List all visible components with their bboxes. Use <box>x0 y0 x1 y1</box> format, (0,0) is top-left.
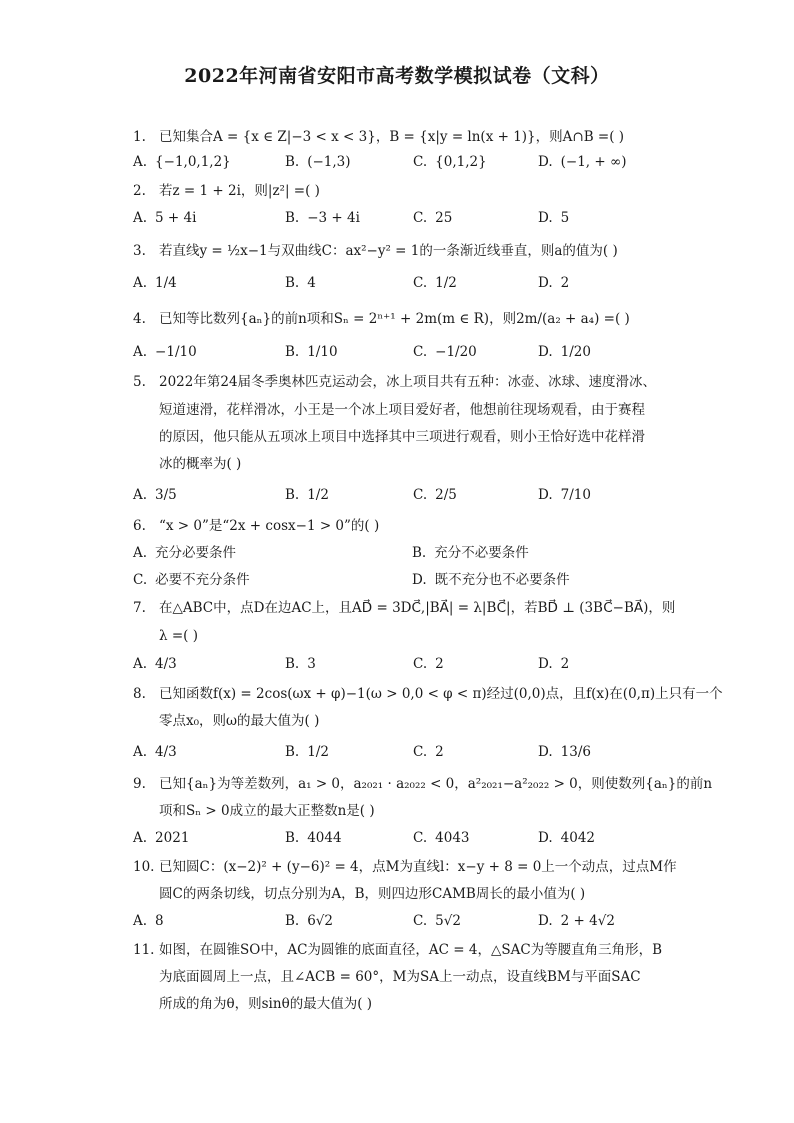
question-8: 8. 已知函数f(x) = 2cos(ωx + φ)−1(ω > 0,0 < φ < π)经过(0,0)点，且f(x)在(0,π)上只有一个 <box>133 686 723 702</box>
question-number: 6. <box>133 518 146 534</box>
question-number: 7. <box>133 600 146 616</box>
question-5-line-3: 的原因，他只能从五项冰上项目中选择其中三项进行观看，则小王恰好选中花样滑 <box>159 429 645 445</box>
answer-option: A. 4/3 <box>133 744 177 760</box>
question-9: 9. 已知{aₙ}为等差数列，a₁ > 0，a₂₀₂₁ · a₂₀₂₂ < 0，a²₂₀₂₁−a²₂₀₂₂ > 0，则使数列{aₙ}的前n <box>133 776 713 792</box>
answer-option: C. 必要不充分条件 <box>133 572 250 588</box>
question-4: 4. 已知等比数列{aₙ}的前n项和Sₙ = 2ⁿ⁺¹ + 2m(m ∈ R)，则2m/(a₂ + a₄) =( ) <box>133 311 630 327</box>
question-5: 5. 2022年第24届冬季奥林匹克运动会，冰上项目共有五种：冰壶、冰球、速度滑冰、 <box>133 374 657 390</box>
answer-option: B. 充分不必要条件 <box>412 545 529 561</box>
answer-option: C. 5√2 <box>413 913 461 929</box>
answer-option: D. 1/20 <box>538 344 591 360</box>
answer-option: B. 1/2 <box>285 744 329 760</box>
options-8 <box>133 740 653 764</box>
options-5 <box>133 483 653 507</box>
answer-option: A. 充分必要条件 <box>133 545 237 561</box>
answer-option: B. 4 <box>285 275 316 291</box>
answer-option: D. 2 + 4√2 <box>538 913 615 929</box>
answer-option: D. 13/6 <box>538 744 591 760</box>
answer-option: B. 1/2 <box>285 487 329 503</box>
answer-option: C. 1/2 <box>413 275 457 291</box>
question-number: 1. <box>133 129 146 145</box>
answer-option: B. 1/10 <box>285 344 338 360</box>
question-8-line-2: 零点x₀，则ω的最大值为( ) <box>159 713 320 729</box>
options-9 <box>133 826 653 850</box>
answer-option: C. 4043 <box>413 830 470 846</box>
answer-option: A. {−1,0,1,2} <box>133 154 231 170</box>
question-7-line-2: λ =( ) <box>159 628 198 644</box>
answer-option: D. 2 <box>538 275 570 291</box>
question-11: 11. 如图，在圆锥SO中，AC为圆锥的底面直径，AC = 4，△SAC为等腰直角三角形，B <box>133 942 663 958</box>
question-10: 10. 已知圆C：(x−2)² + (y−6)² = 4，点M为直线l：x−y + 8 = 0上一个动点，过点M作 <box>133 859 677 875</box>
answer-option: A. −1/10 <box>133 344 197 360</box>
question-5-line-4: 冰的概率为( ) <box>159 456 242 472</box>
answer-option: A. 4/3 <box>133 656 177 672</box>
answer-option: D. 7/10 <box>538 487 591 503</box>
answer-option: D. (−1, + ∞) <box>538 154 627 170</box>
question-number: 5. <box>133 374 146 390</box>
options-1 <box>133 150 653 174</box>
answer-option: B. 3 <box>285 656 316 672</box>
answer-option: A. 3/5 <box>133 487 177 503</box>
options-7 <box>133 652 653 676</box>
question-number: 10. <box>133 859 155 875</box>
page-title: 2022年河南省安阳市高考数学模拟试卷（文科） <box>184 65 610 87</box>
question-11-line-2: 为底面圆周上一点，且∠ACB = 60°，M为SA上一动点，设直线BM与平面SAC <box>159 969 641 985</box>
question-number: 8. <box>133 686 146 702</box>
options-3 <box>133 271 653 295</box>
answer-option: A. 1/4 <box>133 275 177 291</box>
answer-option: B. 4044 <box>285 830 342 846</box>
answer-option: C. −1/20 <box>413 344 477 360</box>
options-10 <box>133 909 653 933</box>
question-number: 4. <box>133 311 146 327</box>
answer-option: D. 4042 <box>538 830 595 846</box>
question-number: 11. <box>133 942 155 958</box>
answer-option: C. 25 <box>413 210 453 226</box>
question-number: 9. <box>133 776 146 792</box>
answer-option: C. 2/5 <box>413 487 457 503</box>
answer-option: C. 2 <box>413 656 444 672</box>
question-1: 1. 已知集合A = {x ∈ Z|−3 < x < 3}，B = {x|y = ln(x + 1)}，则A∩B =( ) <box>133 129 625 145</box>
answer-option: D. 5 <box>538 210 570 226</box>
answer-option: D. 既不充分也不必要条件 <box>412 572 570 588</box>
answer-option: C. {0,1,2} <box>413 154 487 170</box>
answer-option: B. (−1,3) <box>285 154 351 170</box>
question-11-line-3: 所成的角为θ，则sinθ的最大值为( ) <box>159 996 373 1012</box>
answer-option: B. −3 + 4i <box>285 210 360 226</box>
question-number: 2. <box>133 183 146 199</box>
options-6a <box>133 541 653 565</box>
question-10-line-2: 圆C的两条切线，切点分别为A，B，则四边形CAMB周长的最小值为( ) <box>159 886 586 902</box>
question-9-line-2: 项和Sₙ > 0成立的最大正整数n是( ) <box>159 803 375 819</box>
answer-option: B. 6√2 <box>285 913 333 929</box>
question-2: 2. 若z = 1 + 2i，则|z²| =( ) <box>133 183 320 199</box>
options-2 <box>133 206 653 230</box>
question-3: 3. 若直线y = ½x−1与双曲线C：ax²−y² = 1的一条渐近线垂直，则a的值为( ) <box>133 243 618 259</box>
question-number: 3. <box>133 243 146 259</box>
question-6: 6. “x > 0”是“2x + cosx−1 > 0”的( ) <box>133 518 380 534</box>
question-5-line-2: 短道速滑，花样滑冰，小王是一个冰上项目爱好者，他想前往现场观看，由于赛程 <box>159 402 645 418</box>
answer-option: A. 2021 <box>133 830 190 846</box>
options-6b <box>133 568 653 592</box>
answer-option: C. 2 <box>413 744 444 760</box>
answer-option: D. 2 <box>538 656 570 672</box>
answer-option: A. 8 <box>133 913 164 929</box>
answer-option: A. 5 + 4i <box>133 210 197 226</box>
question-7: 7. 在△ABC中，点D在边AC上，且AD⃗ = 3DC⃗,|BA⃗| = λ|BC⃗|，若BD⃗ ⊥ (3BC⃗−BA⃗)，则 <box>133 600 676 616</box>
options-4 <box>133 340 653 364</box>
